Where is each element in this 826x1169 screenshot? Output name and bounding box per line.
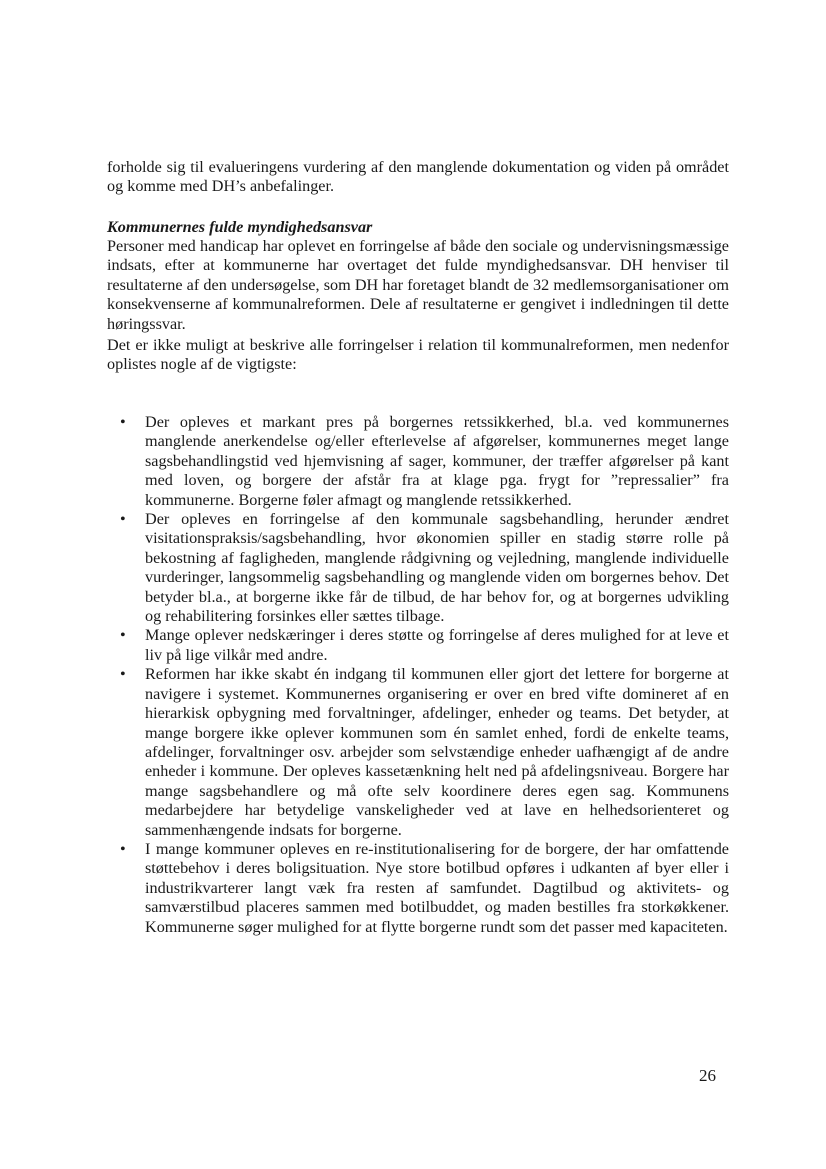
bullet-icon: • (120, 626, 126, 645)
paragraph: Det er ikke muligt at beskrive alle forringelser i relation til kommunalreformen, men nedenfor oplistes nogle af de vigtigste: (107, 336, 729, 374)
list-item-text: Der opleves et markant pres på borgernes retssikkerhed, bl.a. ved kommunernes manglende anerkendelse og/eller efterlevelse af afgørelser, kommunernes meget lange sagsbehandlingstid ved hjemvisning af sager, kommuner, der træffer afgørelser på kant med loven, og borgere der afstår fra at klage pga. frygt for ”repressalier” fra kommunerne. Borgerne føler afmagt og manglende retssikkerhed. (145, 413, 729, 509)
bullet-list (107, 413, 729, 937)
bullet-icon: • (120, 839, 126, 858)
list-item-text: Der opleves en forringelse af den kommunale sagsbehandling, herunder ændret visitationspraksis/sagsbehandling, hvor økonomien spiller en stadig større rolle på bekostning af fagligheden, manglende rådgivning og vejledning, manglende individuelle vurderinger, langsommelig sagsbehandling og manglende viden om borgernes behov. Det betyder bl.a., at borgerne ikke får de tilbud, de har behov for, og at borgernes udvikling og rehabilitering forsinkes eller sættes tilbage. (145, 510, 729, 626)
bullet-icon: • (120, 665, 126, 684)
bullet-icon: • (120, 510, 126, 529)
section-heading: Kommunernes fulde myndighedsansvar (107, 218, 373, 236)
bullet-icon: • (120, 413, 126, 431)
paragraph: Personer med handicap har oplevet en forringelse af både den sociale og undervisningsmæssige indsats, efter at kommunerne har overtaget det fulde myndighedsansvar. DH henviser til resultaterne af den undersøgelse, som DH har foretaget blandt de 32 medlemsorganisationer om konsekvenserne af kommunalreformen. Dele af resultaterne er gengivet i indledningen til dette høringssvar. (107, 237, 729, 333)
list-item (107, 413, 729, 510)
list-item-text: I mange kommuner opleves en re-institutionalisering for de borgere, der har omfattende støttebehov i deres boligsituation. Nye store botilbud opføres i udkanten af byer eller i industrikvarterer langt væk fra resten af samfundet. Dagtilbud og aktivitets- og samværstilbud placeres sammen med botilbuddet, og maden bestilles fra storkøkkener. Kommunerne søger mulighed for at flytte borgerne rundt som det passer med kapaciteten. (145, 839, 729, 936)
page-number: 26 (699, 1066, 716, 1085)
list-item (107, 510, 729, 626)
list-item (107, 840, 729, 937)
intro-paragraph: forholde sig til evalueringens vurdering af den manglende dokumentation og viden på området og komme med DH’s anbefalinger. (107, 158, 729, 196)
list-item-text: Reformen har ikke skabt én indgang til kommunen eller gjort det lettere for borgerne at navigere i systemet. Kommunernes organisering er over en bred vifte domineret af en hierarkisk opbygning med forvaltninger, afdelinger, enheder og teams. Det betyder, at mange borgere ikke oplever kommunen som én samlet enhed, fordi de enkelte teams, afdelinger, forvaltninger osv. arbejder som selvstændige enheder uafhængigt af de andre enheder i kommune. Der opleves kassetænkning helt ned på afdelingsniveau. Borgere har mange sagsbehandlere og må ofte selv koordinere deres egen sag. Kommunens medarbejdere har betydelige vanskeligheder ved at lave en helhedsorienteret og sammenhængende indsats for borgerne. (145, 665, 729, 839)
list-item-text: Mange oplever nedskæringer i deres støtte og forringelse af deres mulighed for at leve et liv på lige vilkår med andre. (145, 626, 729, 664)
list-item (107, 626, 729, 665)
list-item (107, 665, 729, 840)
